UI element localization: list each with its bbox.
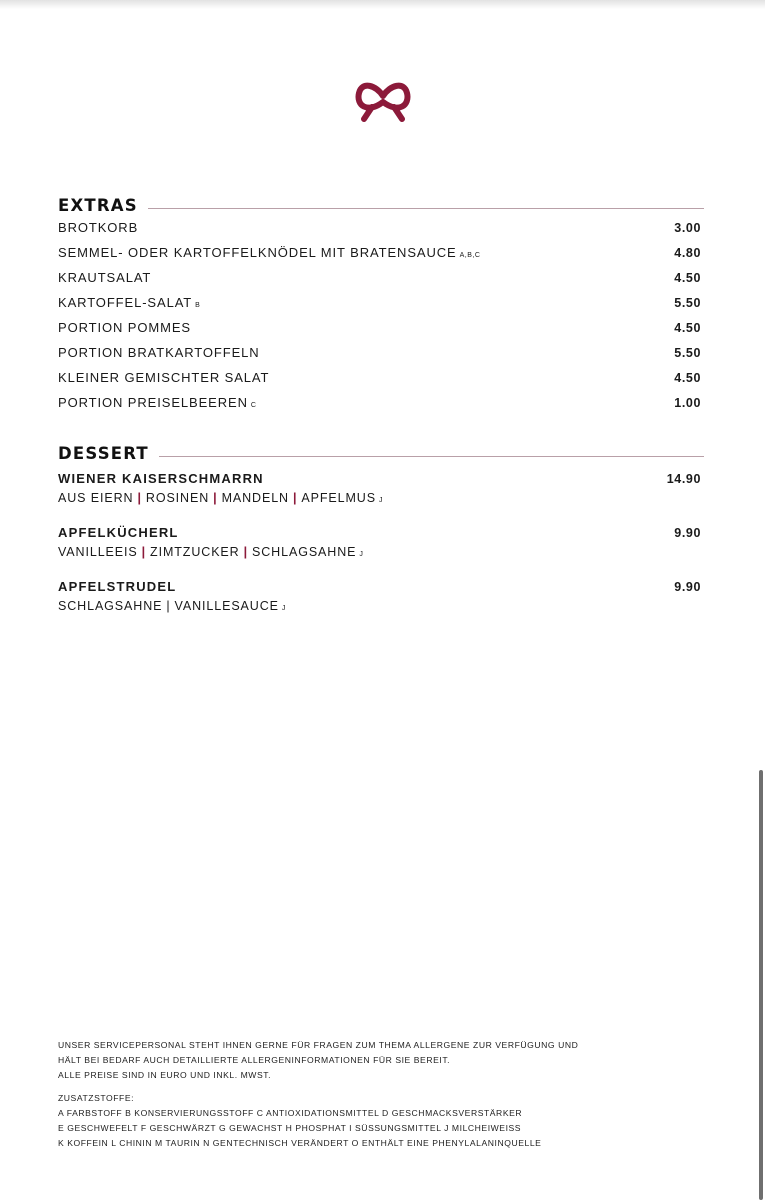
description-component: VANILLEEIS <box>58 545 138 559</box>
dessert-item-description <box>58 490 704 510</box>
allergen-codes: C <box>250 402 257 409</box>
section-divider <box>159 456 704 457</box>
dessert-list <box>58 471 704 618</box>
menu-item-name: KRAUTSALAT <box>58 270 152 285</box>
allergen-footer <box>58 1038 658 1151</box>
menu-item-name: KLEINER GEMISCHTER SALAT <box>58 370 270 385</box>
additives-line: E GESCHWEFELT F GESCHWÄRZT G GEWACHST H PHOSPHAT I SÜSSUNGSMITTEL J MILCHEIWEISS <box>58 1123 522 1133</box>
menu-item <box>58 241 704 266</box>
notice-line: HÄLT BEI BEDARF AUCH DETAILLIERTE ALLERGENINFORMATIONEN FÜR SIE BEREIT. <box>58 1055 451 1065</box>
menu-item-price: 4.50 <box>674 371 701 385</box>
menu-item-name-wrap <box>58 345 260 360</box>
description-separator: | <box>141 545 147 559</box>
description-separator: | <box>137 491 142 505</box>
notice-line: ALLE PREISE SIND IN EURO UND INKL. MWST. <box>58 1070 272 1080</box>
description-component: MANDELN <box>221 491 289 505</box>
menu-item <box>58 391 704 416</box>
additives-title: ZUSATZSTOFFE: <box>58 1093 135 1103</box>
menu-item-name-wrap <box>58 270 151 285</box>
menu-item-name: SEMMEL- ODER KARTOFFELKNÖDEL MIT BRATENSAUCE <box>58 245 457 260</box>
dessert-item-header <box>58 525 704 544</box>
menu-item-name: BROTKORB <box>58 220 139 235</box>
menu-item-price: 3.00 <box>674 221 701 235</box>
menu-item-name-wrap <box>58 320 191 335</box>
dessert-item <box>58 471 704 510</box>
description-component: ZIMTZUCKER <box>150 545 240 559</box>
menu-item-price: 4.50 <box>674 321 701 335</box>
pretzel-icon <box>354 76 412 124</box>
description-separator: | <box>292 491 298 505</box>
description-component: SCHLAGSAHNE <box>252 545 357 559</box>
menu-item <box>58 316 704 341</box>
description-component: ROSINEN <box>145 491 210 505</box>
dessert-item <box>58 579 704 618</box>
menu-item-price: 4.80 <box>674 246 701 260</box>
menu-item-price: 1.00 <box>674 396 701 410</box>
menu-item-name-wrap <box>58 245 480 260</box>
additives-line: K KOFFEIN L CHININ M TAURIN N GENTECHNISCH VERÄNDERT O ENTHÄLT EINE PHENYLALANINQUELLE <box>58 1138 542 1148</box>
dessert-item-header <box>58 471 704 490</box>
menu-item <box>58 291 704 316</box>
dessert-item-description <box>58 598 704 618</box>
menu-item-price: 5.50 <box>674 296 701 310</box>
additives-line: A FARBSTOFF B KONSERVIERUNGSSTOFF C ANTIOXIDATIONSMITTEL D GESCHMACKSVERSTÄRKER <box>58 1108 523 1118</box>
dessert-item-name: APFELKÜCHERL <box>58 525 179 540</box>
section-title-extras: EXTRAS <box>58 195 138 215</box>
dessert-item-name: APFELSTRUDEL <box>58 579 177 594</box>
menu-item-name-wrap <box>58 370 269 385</box>
additives-legend <box>58 1106 658 1151</box>
menu-item-name: PORTION POMMES <box>58 320 191 335</box>
menu-item-name-wrap <box>58 220 138 235</box>
allergen-codes: B <box>195 302 201 309</box>
menu-item <box>58 216 704 241</box>
notice-line: UNSER SERVICEPERSONAL STEHT IHNEN GERNE FÜR FRAGEN ZUM THEMA ALLERGENE ZUR VERFÜGUNG UND <box>58 1040 579 1050</box>
dessert-item-price: 9.90 <box>674 526 701 540</box>
extras-list <box>58 216 704 416</box>
description-component: VANILLESAUCE <box>174 599 279 613</box>
menu-item-name: KARTOFFEL-SALAT <box>58 295 193 310</box>
dessert-item-description <box>58 544 704 564</box>
description-component: SCHLAGSAHNE <box>58 599 163 613</box>
allergen-codes: A,B,C <box>459 252 481 259</box>
dessert-item <box>58 525 704 564</box>
dessert-item-price: 14.90 <box>666 472 701 486</box>
top-edge-shadow <box>0 0 765 9</box>
scrollbar-thumb[interactable] <box>759 770 763 1200</box>
description-separator: | <box>243 545 249 559</box>
allergen-notice <box>58 1038 658 1083</box>
menu-item-name: PORTION PREISELBEEREN <box>58 395 248 410</box>
menu-item <box>58 266 704 291</box>
dessert-item-header <box>58 579 704 598</box>
section-divider <box>148 208 704 209</box>
menu-item-name-wrap <box>58 395 256 410</box>
menu-item <box>58 341 704 366</box>
menu-item-name: PORTION BRATKARTOFFELN <box>58 345 260 360</box>
description-separator: | <box>213 491 218 505</box>
menu-item <box>58 366 704 391</box>
allergen-codes: J <box>281 605 286 612</box>
description-component: AUS EIERN <box>58 491 134 505</box>
description-separator: | <box>166 599 171 613</box>
dessert-item-price: 9.90 <box>674 580 701 594</box>
dessert-item-name: WIENER KAISERSCHMARRN <box>58 471 264 486</box>
menu-item-price: 4.50 <box>674 271 701 285</box>
menu-item-price: 5.50 <box>674 346 701 360</box>
extras-section-header <box>58 194 704 216</box>
dessert-section-header <box>58 442 704 464</box>
menu-item-name-wrap <box>58 295 200 310</box>
allergen-codes: J <box>378 497 383 504</box>
allergen-codes: J <box>359 551 364 558</box>
menu-page <box>58 194 704 618</box>
description-component: APFELMUS <box>301 491 376 505</box>
section-title-dessert: DESSERT <box>58 443 149 463</box>
